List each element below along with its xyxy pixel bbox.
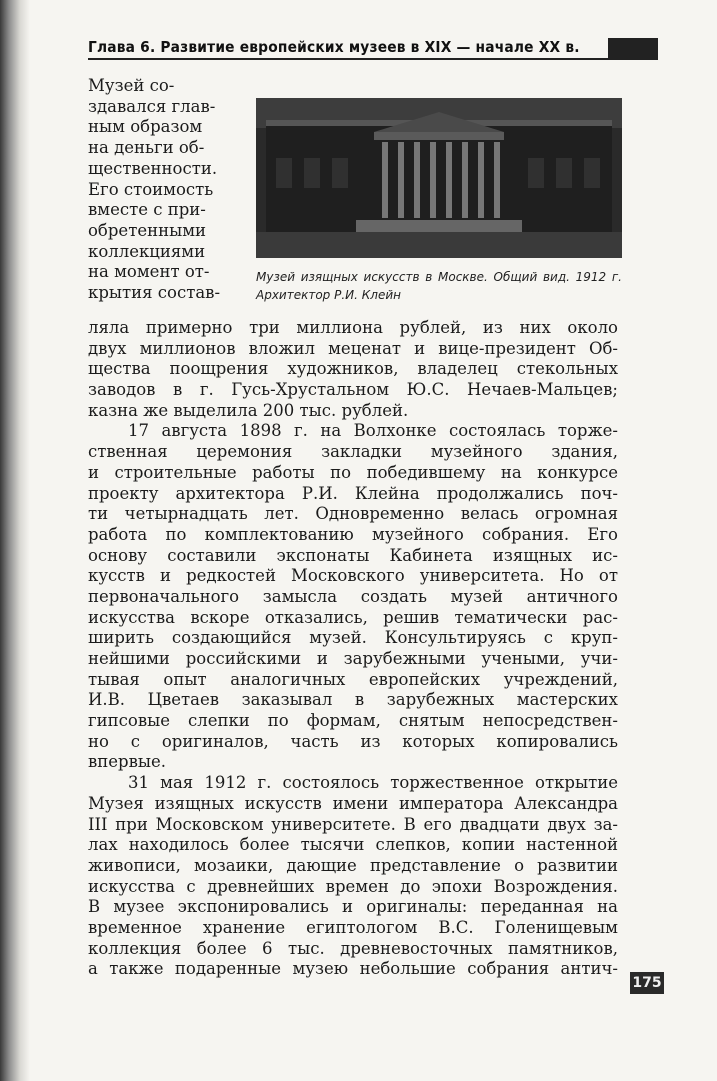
text-line: Музея изящных искусств имени императора Александра xyxy=(88,793,618,813)
text-line: коллекция более 6 тыс. древневосточных памятников, xyxy=(88,938,618,958)
text-line: ным образом xyxy=(88,117,203,137)
text-line: тывая опыт аналогичных европейских учреждений, xyxy=(88,669,618,689)
text-line: нейшими российскими и зарубежными учеными, учи- xyxy=(88,649,618,668)
text-line: заводов в г. Гусь-Хрустальном Ю.С. Нечаев-Мальцев; xyxy=(88,380,618,400)
text-line: 31 мая 1912 г. состоялось торжественное открытие xyxy=(128,773,618,793)
text-line: ственная церемония закладки музейного здания, xyxy=(88,442,618,462)
wrapped-paragraph xyxy=(88,76,246,304)
text-line: ляла примерно три миллиона рублей, из них около xyxy=(88,318,618,337)
text-line: казна же выделила 200 тыс. рублей. xyxy=(88,400,409,420)
book-spine-shadow xyxy=(0,0,30,1081)
chapter-title: Глава 6. Развитие европейских музеев в XIX — начале XX в. xyxy=(88,38,580,56)
text-line: ти четырнадцать лет. Одновременно велась огромная xyxy=(88,504,618,524)
text-line: основу составили экспонаты Кабинета изящных ис- xyxy=(88,545,618,565)
text-line: крытия состав- xyxy=(88,283,221,303)
text-line: И.В. Цветаев заказывал в зарубежных мастерских xyxy=(88,690,618,710)
text-line: здавался глав- xyxy=(88,96,216,116)
text-line: первоначального замысла создать музей античного xyxy=(88,586,618,606)
body-text xyxy=(88,318,618,980)
text-line: и строительные работы по победившему на конкурсе xyxy=(88,462,618,482)
text-line: кусств и редкостей Московского университета. Но от xyxy=(88,566,618,586)
text-line: гипсовые слепки по формам, снятым непосредствен- xyxy=(88,711,618,731)
text-line: на момент от- xyxy=(88,262,210,282)
header-marker-block xyxy=(608,38,658,58)
text-line: проекту архитектора Р.И. Клейна продолжались поч- xyxy=(88,483,618,503)
text-line: 17 августа 1898 г. на Волхонке состоялась торже- xyxy=(128,421,618,441)
text-line: впервые. xyxy=(88,752,167,772)
text-line: щества поощрения художников, владелец стекольных xyxy=(88,359,618,379)
text-line: но с оригиналов, часть из которых копировались xyxy=(88,731,618,751)
text-line: обретенными xyxy=(88,220,207,240)
text-line: III при Московском университете. В его двадцати двух за- xyxy=(88,814,618,834)
text-line: двух миллионов вложил меценат и вице-президент Об- xyxy=(88,338,618,358)
text-line: щественности. xyxy=(88,158,218,178)
header-rule xyxy=(88,58,658,60)
museum-photo xyxy=(256,98,622,258)
text-line: коллекциями xyxy=(88,241,206,261)
text-line: работа по комплектованию музейного собрания. Его xyxy=(88,524,618,544)
text-line: искусства с древнейших времен до эпохи Возрождения. xyxy=(88,876,618,896)
text-line: на деньги об- xyxy=(88,138,205,158)
text-line: лах находилось более тысячи слепков, копии настенной xyxy=(88,835,618,855)
text-line: а также подаренные музею небольшие собрания антич- xyxy=(88,959,618,979)
text-line: вместе с при- xyxy=(88,200,206,220)
text-line: Музей со- xyxy=(88,76,175,95)
text-line: В музее экспонировались и оригиналы: переданная на xyxy=(88,897,618,917)
running-header xyxy=(88,36,658,64)
text-line: искусства вскоре отказались, решив тематически рас- xyxy=(88,607,618,627)
text-line: ширить создающийся музей. Консультируясь с круп- xyxy=(88,628,618,648)
text-line: живописи, мозаики, дающие представление о развитии xyxy=(88,855,618,875)
text-line: временное хранение египтологом В.С. Голенищевым xyxy=(88,917,618,937)
text-line: Его стоимость xyxy=(88,179,214,199)
photo-caption: Музей изящных искусств в Москве. Общий вид. 1912 г. Архитектор Р.И. Клейн xyxy=(256,270,622,302)
page-number: 175 xyxy=(630,972,664,994)
